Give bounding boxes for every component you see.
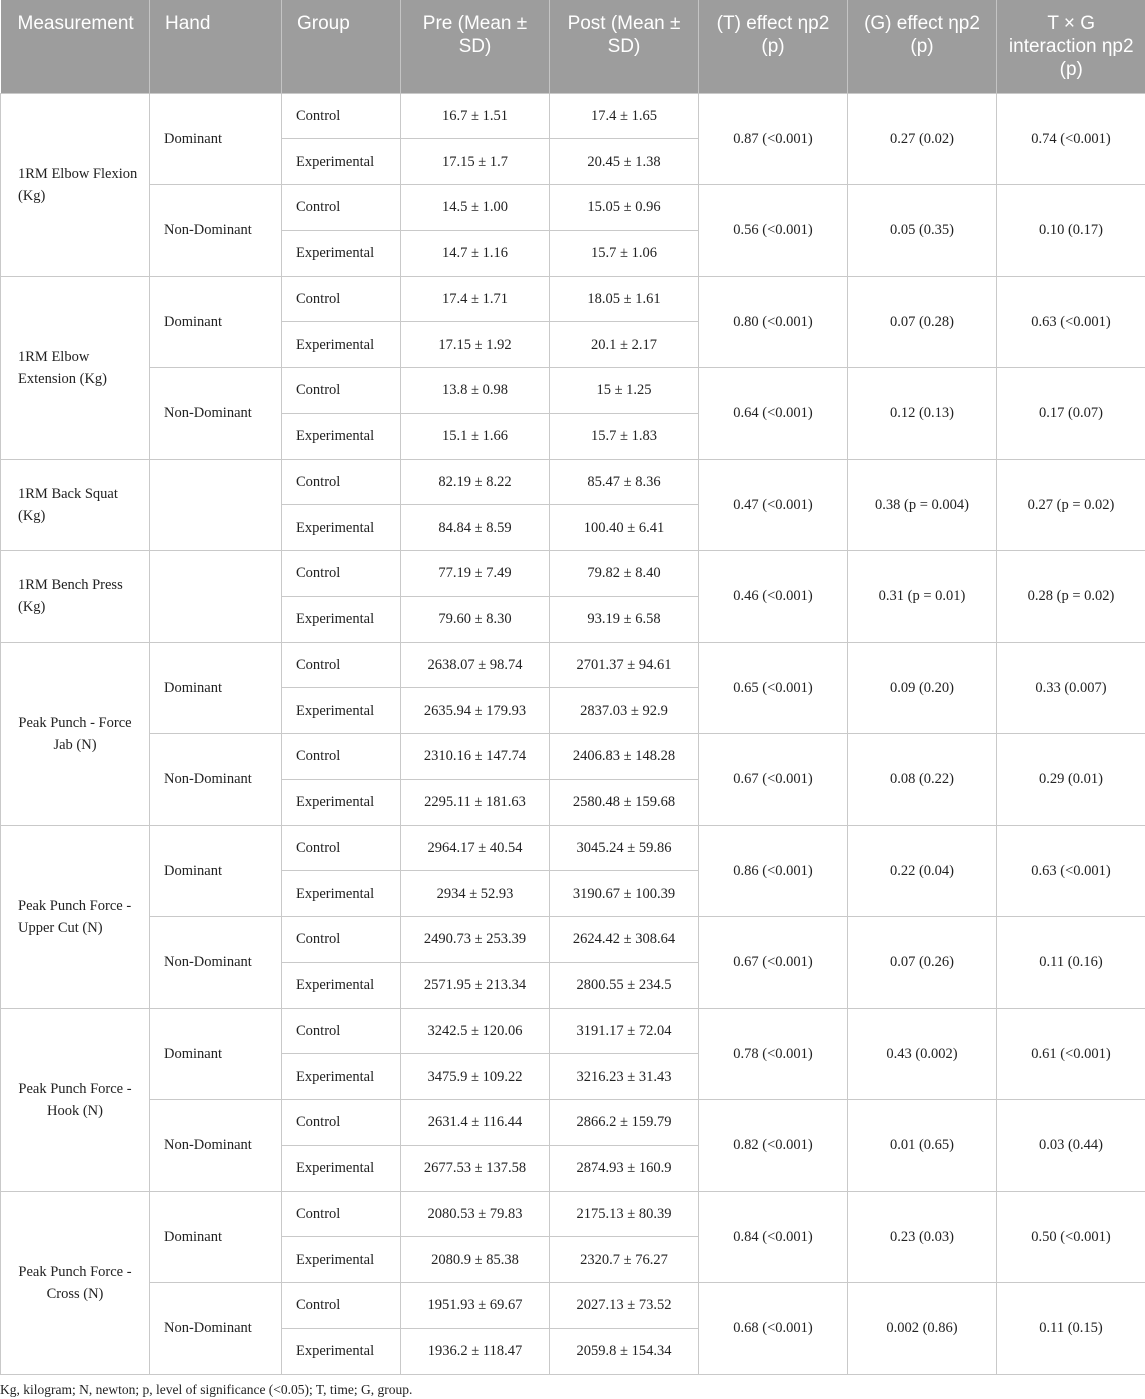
table-row: [1, 185, 1145, 231]
t-effect-cell: 0.67 (<0.001): [699, 734, 848, 826]
header-post: Post (Mean ± SD): [550, 0, 699, 93]
table-header: [1, 0, 1145, 93]
group-cell: Control: [282, 1008, 401, 1054]
pre-value-cell: 2631.4 ± 116.44: [401, 1100, 550, 1146]
hand-cell: Dominant: [150, 642, 282, 734]
txg-interaction-cell: 0.63 (<0.001): [997, 825, 1145, 917]
t-effect-cell: 0.56 (<0.001): [699, 185, 848, 277]
g-effect-cell: 0.08 (0.22): [848, 734, 997, 826]
pre-value-cell: 14.7 ± 1.16: [401, 230, 550, 276]
group-cell: Experimental: [282, 1237, 401, 1283]
group-cell: Experimental: [282, 230, 401, 276]
table-row: [1, 825, 1145, 871]
g-effect-cell: 0.01 (0.65): [848, 1100, 997, 1192]
pre-value-cell: 2080.9 ± 85.38: [401, 1237, 550, 1283]
txg-interaction-cell: 0.61 (<0.001): [997, 1008, 1145, 1100]
pre-value-cell: 17.4 ± 1.71: [401, 276, 550, 322]
post-value-cell: 3045.24 ± 59.86: [550, 825, 699, 871]
table-footnote: Kg, kilogram; N, newton; p, level of significance (<0.05); T, time; G, group.: [0, 1382, 413, 1397]
group-cell: Experimental: [282, 688, 401, 734]
t-effect-cell: 0.84 (<0.001): [699, 1191, 848, 1283]
pre-value-cell: 14.5 ± 1.00: [401, 185, 550, 231]
t-effect-cell: 0.47 (<0.001): [699, 459, 848, 551]
t-effect-cell: 0.86 (<0.001): [699, 825, 848, 917]
header-row: [1, 0, 1145, 93]
txg-interaction-cell: 0.29 (0.01): [997, 734, 1145, 826]
pre-value-cell: 2310.16 ± 147.74: [401, 734, 550, 780]
t-effect-cell: 0.64 (<0.001): [699, 368, 848, 460]
table-row: [1, 1191, 1145, 1237]
pre-value-cell: 77.19 ± 7.49: [401, 551, 550, 597]
post-value-cell: 15 ± 1.25: [550, 368, 699, 414]
group-cell: Control: [282, 1100, 401, 1146]
hand-cell: [150, 551, 282, 643]
table-row: [1, 1100, 1145, 1146]
post-value-cell: 2406.83 ± 148.28: [550, 734, 699, 780]
group-cell: Experimental: [282, 871, 401, 917]
header-group: Group: [282, 0, 401, 93]
post-value-cell: 2027.13 ± 73.52: [550, 1283, 699, 1329]
post-value-cell: 93.19 ± 6.58: [550, 596, 699, 642]
txg-interaction-cell: 0.50 (<0.001): [997, 1191, 1145, 1283]
pre-value-cell: 2635.94 ± 179.93: [401, 688, 550, 734]
pre-value-cell: 1936.2 ± 118.47: [401, 1328, 550, 1374]
measurement-cell: 1RM Elbow Flexion (Kg): [1, 93, 150, 276]
hand-cell: Dominant: [150, 1191, 282, 1283]
g-effect-cell: 0.12 (0.13): [848, 368, 997, 460]
table-row: [1, 1008, 1145, 1054]
g-effect-cell: 0.07 (0.28): [848, 276, 997, 368]
g-effect-cell: 0.43 (0.002): [848, 1008, 997, 1100]
txg-interaction-cell: 0.17 (0.07): [997, 368, 1145, 460]
t-effect-cell: 0.82 (<0.001): [699, 1100, 848, 1192]
group-cell: Experimental: [282, 139, 401, 185]
group-cell: Experimental: [282, 1054, 401, 1100]
header-pre: Pre (Mean ± SD): [401, 0, 550, 93]
hand-cell: Non-Dominant: [150, 1100, 282, 1192]
post-value-cell: 20.45 ± 1.38: [550, 139, 699, 185]
pre-value-cell: 2677.53 ± 137.58: [401, 1145, 550, 1191]
group-cell: Experimental: [282, 962, 401, 1008]
post-value-cell: 18.05 ± 1.61: [550, 276, 699, 322]
pre-value-cell: 79.60 ± 8.30: [401, 596, 550, 642]
g-effect-cell: 0.31 (p = 0.01): [848, 551, 997, 643]
pre-value-cell: 2934 ± 52.93: [401, 871, 550, 917]
txg-interaction-cell: 0.11 (0.15): [997, 1283, 1145, 1375]
hand-cell: Non-Dominant: [150, 185, 282, 277]
group-cell: Experimental: [282, 779, 401, 825]
post-value-cell: 2175.13 ± 80.39: [550, 1191, 699, 1237]
table-row: [1, 642, 1145, 688]
txg-interaction-cell: 0.28 (p = 0.02): [997, 551, 1145, 643]
post-value-cell: 15.7 ± 1.06: [550, 230, 699, 276]
hand-cell: Non-Dominant: [150, 734, 282, 826]
t-effect-cell: 0.68 (<0.001): [699, 1283, 848, 1375]
post-value-cell: 2837.03 ± 92.9: [550, 688, 699, 734]
pre-value-cell: 82.19 ± 8.22: [401, 459, 550, 505]
post-value-cell: 2580.48 ± 159.68: [550, 779, 699, 825]
pre-value-cell: 84.84 ± 8.59: [401, 505, 550, 551]
g-effect-cell: 0.07 (0.26): [848, 917, 997, 1009]
t-effect-cell: 0.65 (<0.001): [699, 642, 848, 734]
table-row: [1, 459, 1145, 505]
table-row: [1, 917, 1145, 963]
group-cell: Control: [282, 368, 401, 414]
group-cell: Experimental: [282, 413, 401, 459]
measurement-cell: 1RM Elbow Extension (Kg): [1, 276, 150, 459]
txg-interaction-cell: 0.10 (0.17): [997, 185, 1145, 277]
post-value-cell: 2624.42 ± 308.64: [550, 917, 699, 963]
post-value-cell: 79.82 ± 8.40: [550, 551, 699, 597]
header-t-effect: (T) effect ηp2 (p): [699, 0, 848, 93]
pre-value-cell: 2964.17 ± 40.54: [401, 825, 550, 871]
pre-value-cell: 15.1 ± 1.66: [401, 413, 550, 459]
g-effect-cell: 0.23 (0.03): [848, 1191, 997, 1283]
table-body: [1, 93, 1145, 1374]
group-cell: Experimental: [282, 596, 401, 642]
group-cell: Control: [282, 1191, 401, 1237]
post-value-cell: 15.05 ± 0.96: [550, 185, 699, 231]
group-cell: Experimental: [282, 322, 401, 368]
table-row: [1, 276, 1145, 322]
measurement-cell: Peak Punch Force - Upper Cut (N): [1, 825, 150, 1008]
header-measurement: Measurement: [1, 0, 150, 93]
table-row: [1, 551, 1145, 597]
txg-interaction-cell: 0.27 (p = 0.02): [997, 459, 1145, 551]
hand-cell: Dominant: [150, 1008, 282, 1100]
header-txg-interaction: T × G interaction ηp2 (p): [997, 0, 1145, 93]
txg-interaction-cell: 0.11 (0.16): [997, 917, 1145, 1009]
t-effect-cell: 0.46 (<0.001): [699, 551, 848, 643]
g-effect-cell: 0.38 (p = 0.004): [848, 459, 997, 551]
hand-cell: Non-Dominant: [150, 368, 282, 460]
t-effect-cell: 0.78 (<0.001): [699, 1008, 848, 1100]
measurement-cell: 1RM Bench Press (Kg): [1, 551, 150, 643]
group-cell: Control: [282, 917, 401, 963]
post-value-cell: 2800.55 ± 234.5: [550, 962, 699, 1008]
pre-value-cell: 2571.95 ± 213.34: [401, 962, 550, 1008]
pre-value-cell: 17.15 ± 1.92: [401, 322, 550, 368]
pre-value-cell: 2638.07 ± 98.74: [401, 642, 550, 688]
post-value-cell: 2701.37 ± 94.61: [550, 642, 699, 688]
pre-value-cell: 2490.73 ± 253.39: [401, 917, 550, 963]
post-value-cell: 2874.93 ± 160.9: [550, 1145, 699, 1191]
g-effect-cell: 0.27 (0.02): [848, 93, 997, 185]
table-row: [1, 368, 1145, 414]
pre-value-cell: 3242.5 ± 120.06: [401, 1008, 550, 1054]
pre-value-cell: 3475.9 ± 109.22: [401, 1054, 550, 1100]
pre-value-cell: 16.7 ± 1.51: [401, 93, 550, 139]
header-g-effect: (G) effect ηp2 (p): [848, 0, 997, 93]
table-row: [1, 734, 1145, 780]
group-cell: Experimental: [282, 505, 401, 551]
post-value-cell: 15.7 ± 1.83: [550, 413, 699, 459]
header-hand: Hand: [150, 0, 282, 93]
group-cell: Control: [282, 642, 401, 688]
txg-interaction-cell: 0.03 (0.44): [997, 1100, 1145, 1192]
group-cell: Control: [282, 551, 401, 597]
hand-cell: Non-Dominant: [150, 917, 282, 1009]
g-effect-cell: 0.05 (0.35): [848, 185, 997, 277]
txg-interaction-cell: 0.63 (<0.001): [997, 276, 1145, 368]
hand-cell: Non-Dominant: [150, 1283, 282, 1375]
group-cell: Experimental: [282, 1145, 401, 1191]
hand-cell: Dominant: [150, 825, 282, 917]
measurement-cell: Peak Punch Force - Hook (N): [1, 1008, 150, 1191]
post-value-cell: 100.40 ± 6.41: [550, 505, 699, 551]
t-effect-cell: 0.87 (<0.001): [699, 93, 848, 185]
post-value-cell: 2059.8 ± 154.34: [550, 1328, 699, 1374]
post-value-cell: 3216.23 ± 31.43: [550, 1054, 699, 1100]
pre-value-cell: 13.8 ± 0.98: [401, 368, 550, 414]
txg-interaction-cell: 0.33 (0.007): [997, 642, 1145, 734]
pre-value-cell: 17.15 ± 1.7: [401, 139, 550, 185]
group-cell: Control: [282, 93, 401, 139]
g-effect-cell: 0.22 (0.04): [848, 825, 997, 917]
pre-value-cell: 2080.53 ± 79.83: [401, 1191, 550, 1237]
group-cell: Control: [282, 185, 401, 231]
hand-cell: Dominant: [150, 276, 282, 368]
t-effect-cell: 0.67 (<0.001): [699, 917, 848, 1009]
post-value-cell: 2320.7 ± 76.27: [550, 1237, 699, 1283]
txg-interaction-cell: 0.74 (<0.001): [997, 93, 1145, 185]
pre-value-cell: 1951.93 ± 69.67: [401, 1283, 550, 1329]
g-effect-cell: 0.09 (0.20): [848, 642, 997, 734]
post-value-cell: 20.1 ± 2.17: [550, 322, 699, 368]
pre-value-cell: 2295.11 ± 181.63: [401, 779, 550, 825]
measurement-cell: Peak Punch Force - Cross (N): [1, 1191, 150, 1374]
post-value-cell: 3191.17 ± 72.04: [550, 1008, 699, 1054]
post-value-cell: 3190.67 ± 100.39: [550, 871, 699, 917]
t-effect-cell: 0.80 (<0.001): [699, 276, 848, 368]
group-cell: Control: [282, 1283, 401, 1329]
table-row: [1, 93, 1145, 139]
post-value-cell: 17.4 ± 1.65: [550, 93, 699, 139]
measurement-cell: Peak Punch - Force Jab (N): [1, 642, 150, 825]
hand-cell: [150, 459, 282, 551]
group-cell: Control: [282, 459, 401, 505]
table-row: [1, 1283, 1145, 1329]
group-cell: Experimental: [282, 1328, 401, 1374]
group-cell: Control: [282, 276, 401, 322]
post-value-cell: 2866.2 ± 159.79: [550, 1100, 699, 1146]
group-cell: Control: [282, 734, 401, 780]
post-value-cell: 85.47 ± 8.36: [550, 459, 699, 505]
group-cell: Control: [282, 825, 401, 871]
hand-cell: Dominant: [150, 93, 282, 185]
g-effect-cell: 0.002 (0.86): [848, 1283, 997, 1375]
measurement-cell: 1RM Back Squat (Kg): [1, 459, 150, 551]
